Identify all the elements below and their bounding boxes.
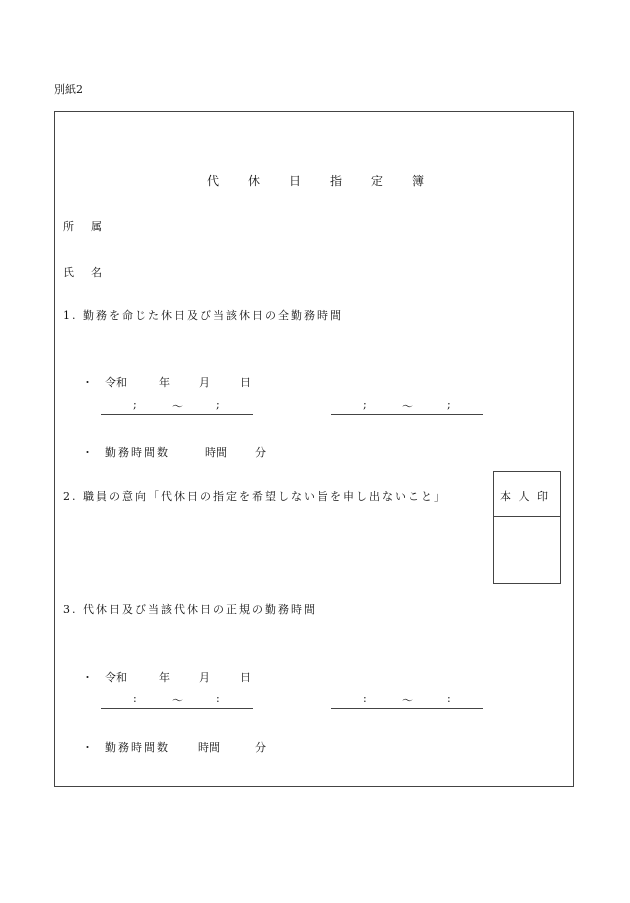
seal-box (493, 471, 561, 584)
section3-time2-tilde: 〜 (402, 694, 413, 707)
section3-hours-unit: 時間 (198, 741, 220, 754)
title-char: 定 (371, 174, 384, 188)
section3-minutes-unit: 分 (255, 741, 266, 754)
section1-day: 日 (240, 376, 251, 389)
section1-time1-underline (101, 414, 253, 415)
section1-time1-colon-b: ; (216, 398, 220, 411)
section1-time2-tilde: 〜 (402, 400, 413, 413)
section3-hours-label: 勤務時間数 (105, 741, 170, 754)
name-label-1: 氏 (63, 266, 74, 279)
section3-hours-bullet: ・ (82, 741, 93, 754)
title-char: 簿 (412, 174, 425, 188)
section1-minutes-unit: 分 (255, 446, 266, 459)
seal-label: 本 人 印 (500, 490, 550, 503)
section3-time2-underline (331, 708, 483, 709)
section1-hours-bullet: ・ (82, 446, 93, 459)
section2-heading: 2. 職員の意向「代休日の指定を希望しない旨を申し出ないこと」 (63, 490, 447, 503)
section1-heading: 1. 勤務を命じた休日及び当該休日の全勤務時間 (63, 309, 343, 322)
seal-divider (494, 516, 560, 517)
section3-time2-colon-a: : (363, 692, 367, 705)
section3-month: 月 (199, 671, 210, 684)
title-char: 日 (289, 174, 302, 188)
section3-time1-colon-b: : (216, 692, 220, 705)
section1-time2-colon-b: ; (447, 398, 451, 411)
name-label-2: 名 (91, 266, 102, 279)
section3-time1-tilde: 〜 (172, 694, 183, 707)
title-char: 休 (248, 174, 261, 188)
section3-heading: 3. 代休日及び当該代休日の正規の勤務時間 (63, 603, 317, 616)
title-char: 指 (330, 174, 343, 188)
section1-time2-colon-a: ; (363, 398, 367, 411)
section1-hours-unit: 時間 (205, 446, 227, 459)
section3-time1-underline (101, 708, 253, 709)
section1-era: 令和 (105, 376, 127, 389)
section3-day: 日 (240, 671, 251, 684)
section1-time1-tilde: 〜 (172, 400, 183, 413)
attachment-label: 別紙2 (54, 83, 83, 96)
section1-date-bullet: ・ (82, 376, 93, 389)
section1-time1-colon-a: ; (133, 398, 137, 411)
section1-hours-label: 勤務時間数 (105, 446, 170, 459)
section1-month: 月 (199, 376, 210, 389)
affiliation-label-1: 所 (63, 220, 74, 233)
affiliation-label-2: 属 (91, 220, 102, 233)
section3-year: 年 (159, 671, 170, 684)
section3-time2-colon-b: : (447, 692, 451, 705)
section1-year: 年 (159, 376, 170, 389)
section3-era: 令和 (105, 671, 127, 684)
section1-time2-underline (331, 414, 483, 415)
title-char: 代 (207, 174, 220, 188)
section3-date-bullet: ・ (82, 671, 93, 684)
section3-time1-colon-a: : (133, 692, 137, 705)
